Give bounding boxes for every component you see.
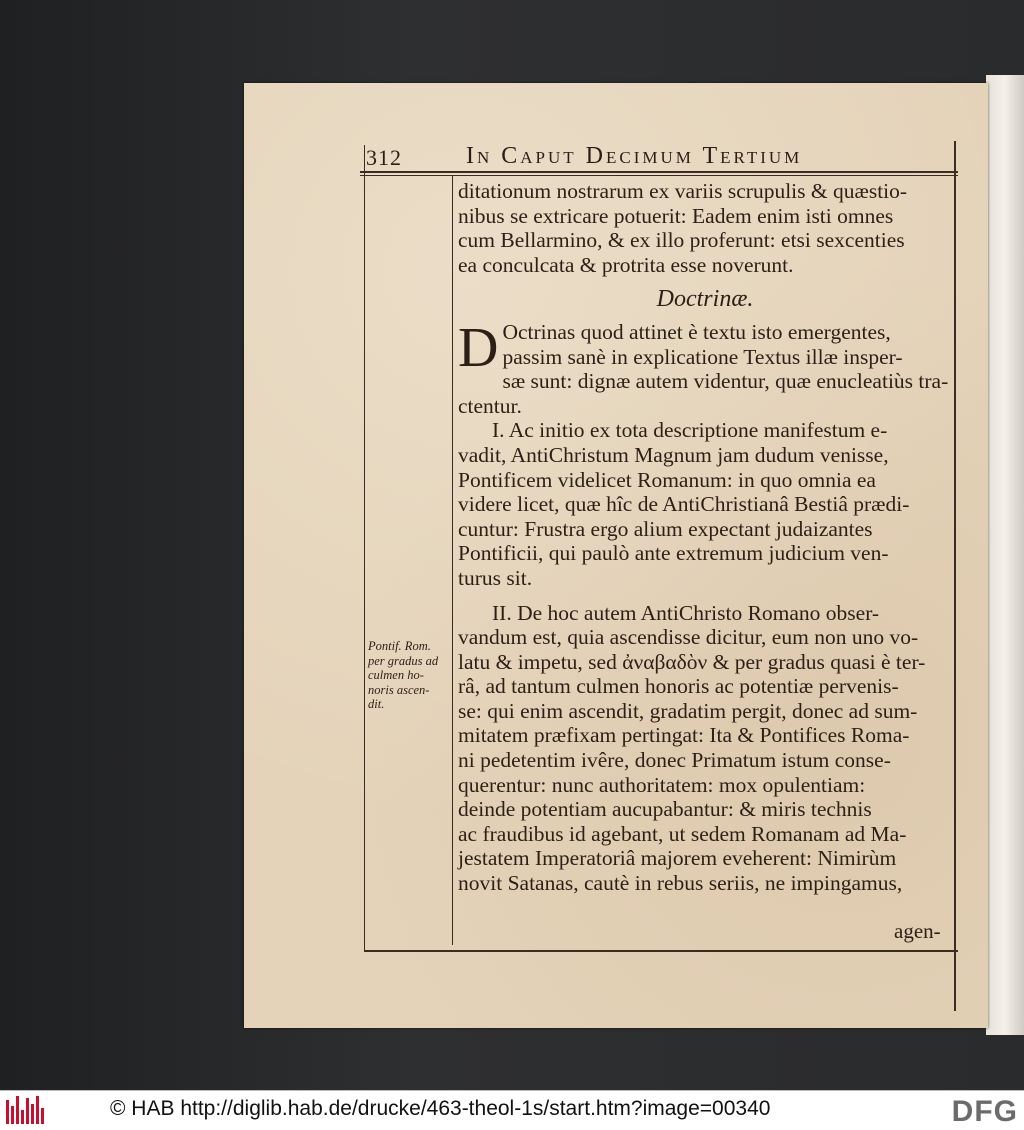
text-line: Octrinas quod attinet è textu isto emergentes,	[502, 319, 891, 344]
hab-logo-bar	[41, 1108, 44, 1124]
text-line: ea conculcata & protrita esse noverunt.	[458, 252, 794, 277]
margin-note-line: culmen ho-	[368, 668, 424, 682]
section-heading: Doctrinæ.	[656, 286, 754, 313]
text-line: II. De hoc autem AntiChristo Romano obser-	[492, 600, 880, 625]
bottom-rule	[364, 950, 958, 952]
text-line: râ, ad tantum culmen honoris ac potentiæ pervenis-	[458, 674, 899, 699]
text-line: vadit, AntiChristum Magnum jam dudum venisse,	[458, 442, 889, 467]
catchword: agen-	[894, 919, 941, 943]
hab-logo-icon	[6, 1096, 48, 1124]
dfg-logo: DFG	[951, 1095, 1018, 1128]
text-line: ditationum nostrarum ex variis scrupulis & quæstio-	[458, 179, 908, 203]
page-number: 312	[366, 145, 402, 170]
text-line: Pontificem videlicet Romanum: in quo omnia ea	[458, 467, 876, 492]
text-line: latu & impetu, sed ἀναβαδὸν & per gradus quasi è ter-	[458, 649, 926, 674]
running-head: In Caput Decimum Tertium	[466, 143, 803, 169]
drop-cap: D	[458, 316, 499, 379]
header-rule-thin	[360, 175, 958, 176]
text-line: se: qui enim ascendit, gradatim pergit, donec ad sum-	[458, 698, 918, 723]
text-line: cum Bellarmino, & ex illo proferunt: etsi sexcenties	[458, 228, 905, 253]
margin-column-rule	[452, 175, 453, 945]
book-page	[244, 83, 988, 1028]
margin-note-line: noris ascen-	[368, 682, 430, 697]
text-line: ni pedetentim ivêre, donec Primatum istum conse-	[458, 748, 891, 773]
text-line: vandum est, quia ascendisse dicitur, eum non uno vo-	[458, 625, 919, 650]
text-line: ac fraudibus id agebant, ut sedem Romanam ad Ma-	[458, 821, 907, 846]
hab-logo-bar	[36, 1096, 39, 1124]
text-line: mitatem præfixam pertingat: Ita & Pontifices Roma-	[458, 723, 910, 748]
text-line: videre licet, quæ hîc de AntiChristianâ Bestiâ prædi-	[458, 492, 910, 517]
text-line: nibus se extricare potuerit: Eadem enim isti omnes	[458, 203, 894, 228]
text-line: ctentur.	[458, 393, 522, 418]
hab-logo-bar	[26, 1098, 29, 1124]
text-line: cuntur: Frustra ergo alium expectant judaizantes	[458, 516, 873, 541]
left-column-rule	[364, 145, 365, 950]
copyright-url[interactable]: © HAB http://diglib.hab.de/drucke/463-theol-1s/start.htm?image=00340	[110, 1097, 771, 1120]
text-line: jestatem Imperatoriâ majorem eveherent: Nimirùm	[458, 846, 897, 871]
text-line: novit Satanas, cautè in rebus seriis, ne impingamus,	[458, 871, 903, 896]
hab-logo-bar	[21, 1110, 24, 1124]
text-line: turus sit.	[458, 565, 533, 590]
book-page-edge	[986, 75, 1024, 1035]
margin-note-line: Pontif. Rom.	[368, 639, 431, 653]
text-line: I. Ac initio ex tota descriptione manifestum e-	[492, 418, 888, 443]
text-line: Pontificii, qui paulò ante extremum judicium ven-	[458, 541, 889, 566]
header-rule	[360, 171, 958, 173]
text-line: sæ sunt: dignæ autem videntur, quæ enucleatiùs tra-	[502, 369, 949, 394]
footer-bar	[0, 1090, 1024, 1130]
text-line: querentur: nunc authoritatem: mox opulentiam:	[458, 772, 866, 797]
text-line: passim sanè in explicatione Textus illæ insper-	[502, 344, 903, 369]
hab-logo-bar	[31, 1104, 34, 1124]
hab-logo-bar	[6, 1100, 9, 1124]
hab-logo-bar	[11, 1106, 14, 1124]
margin-note	[368, 639, 452, 712]
margin-note-line: dit.	[368, 697, 385, 711]
text-line: deinde potentiam aucupabantur: & miris technis	[458, 797, 872, 822]
margin-note-line: per gradus ad	[368, 653, 439, 668]
paragraph-doctrinas	[458, 316, 952, 418]
body-text	[458, 179, 952, 896]
hab-logo-bar	[16, 1096, 19, 1124]
paragraph-gap	[458, 591, 952, 601]
